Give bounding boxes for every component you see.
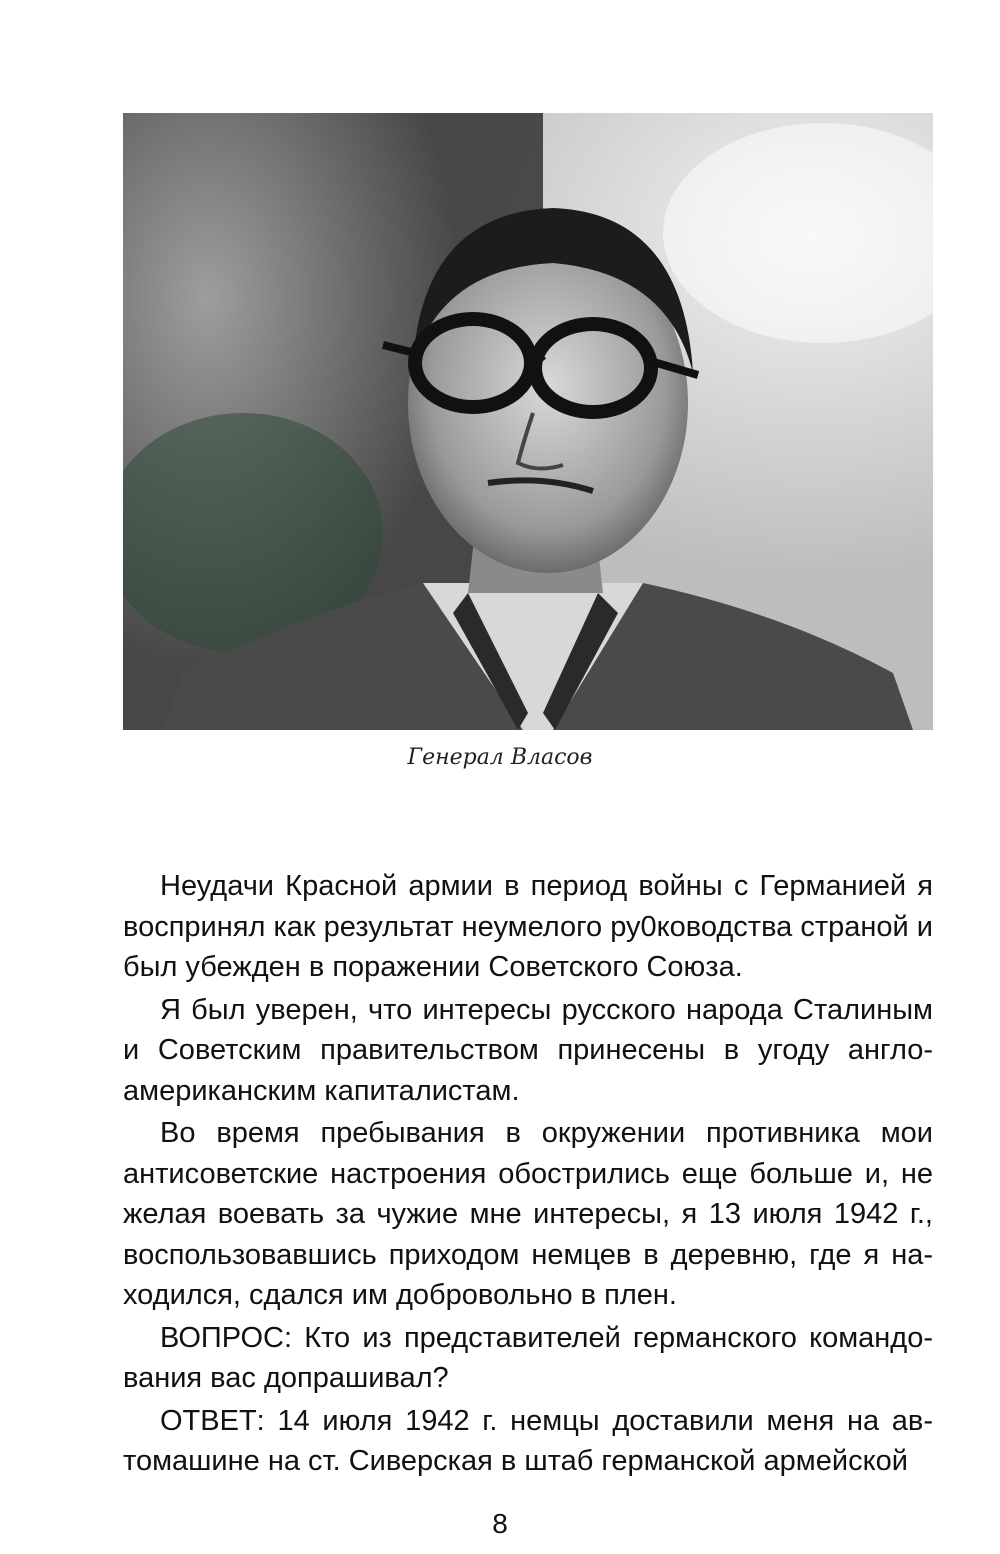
portrait-icon (123, 113, 933, 730)
body-text (123, 866, 933, 1482)
paragraph: ВОПРОС: Кто из представителей германского командо-вания вас допрашивал? (123, 1321, 933, 1394)
paragraph: ОТВЕТ: 14 июля 1942 г. немцы доставили меня на ав-томашине на ст. Сиверская в штаб германской армейской (123, 1404, 933, 1477)
paragraph: Неудачи Красной армии в период войны с Германией я воспринял как результат неумелого ру0ководства страной и был убежден в поражении Советского Союза. (123, 870, 933, 983)
portrait-photo (123, 113, 933, 730)
paragraph: Во время пребывания в окружении противника мои антисоветские настроения обострились еще больше и, не желая воевать за чужие мне интересы, я 13 июля 1942 г., воспользовавшись приходом немцев в деревню, где я на-ходился, сдался им добровольно в плен. (123, 1117, 933, 1311)
page-number: 8 (492, 1508, 508, 1539)
photo-caption: Генерал Власов (407, 745, 593, 770)
paragraph: Я был уверен, что интересы русского народа Сталиным и Советским правительством принесены в угоду англо-американским капиталистам. (123, 993, 933, 1107)
